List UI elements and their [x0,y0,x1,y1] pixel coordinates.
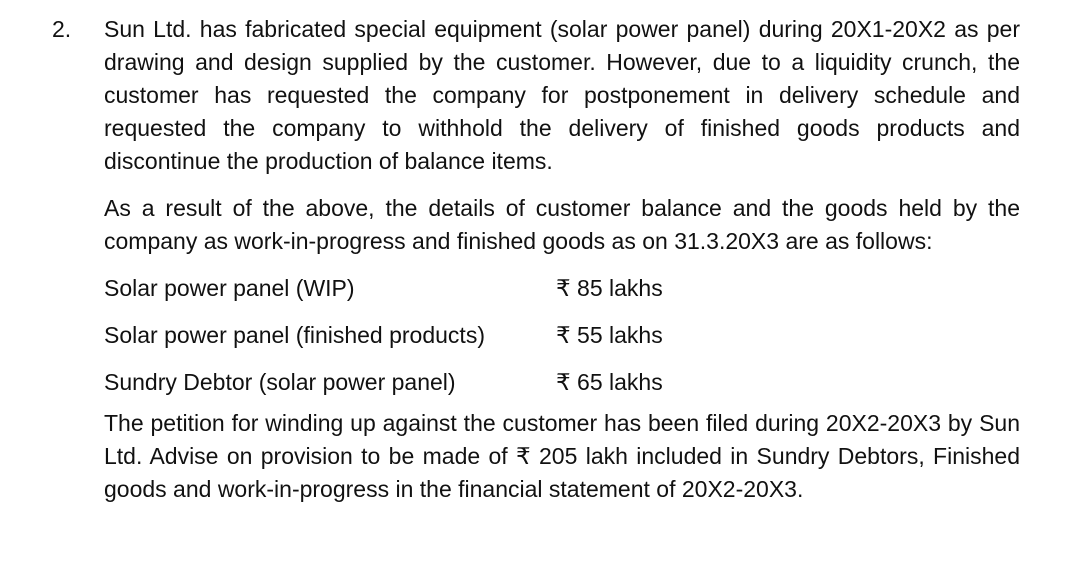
item-value: ₹ 55 lakhs [556,322,663,348]
question-body [104,13,1020,506]
balance-item-finished-products [104,319,1020,352]
question-paragraph-task: The petition for winding up against the customer has been filed during 20X2-20X3 by Sun Ltd. Advise on provision to be made of ₹ 205 lakh included in Sundry Debtors, Finished goods and work-in-progress in the financial statement of 20X2-20X3. [104,410,1020,502]
item-label: Solar power panel (finished products) [104,322,485,348]
question-paragraph-details: As a result of the above, the details of customer balance and the goods held by the company as work-in-progress and finished goods as on 31.3.20X3 are as follows: [104,195,1020,254]
balance-items-list [104,272,1020,399]
item-value: ₹ 65 lakhs [556,369,663,395]
question-number: 2. [52,16,72,42]
balance-item-sundry-debtor [104,366,1020,399]
item-label: Sundry Debtor (solar power panel) [104,369,456,395]
question-paragraph-intro: Sun Ltd. has fabricated special equipment (solar power panel) during 20X1-20X2 as per drawing and design supplied by the customer. However, due to a liquidity crunch, the customer has requested the company for postponement in delivery schedule and requested the company to withhold the delivery of finished goods products and discontinue the production of balance items. [104,16,1020,174]
item-label: Solar power panel (WIP) [104,275,355,301]
balance-item-wip [104,272,1020,305]
item-value: ₹ 85 lakhs [556,275,663,301]
